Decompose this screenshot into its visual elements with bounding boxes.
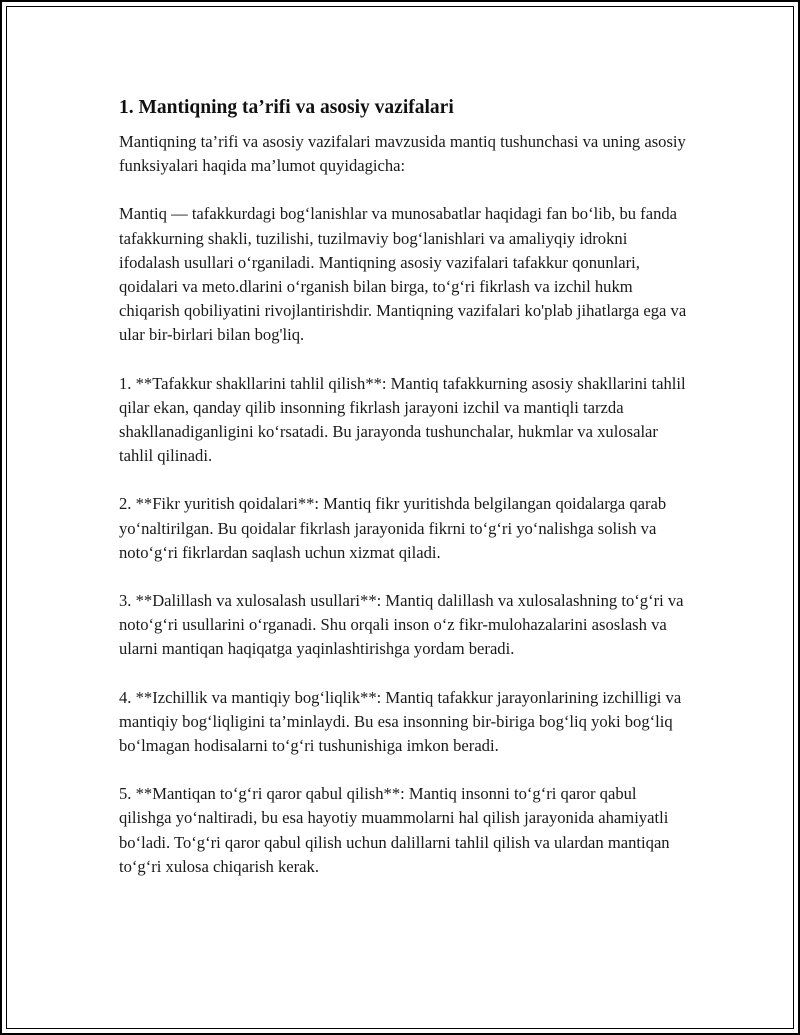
list-item-3: 3. **Dalillash va xulosalash usullari**: Mantiq dalillash va xulosalashning to‘g‘ri va noto‘g‘ri usullarini o‘rganadi. Shu orqali inson o‘z fikr-mulohazalarini asoslash va ularni mantiqan haqiqatga yaqinlashtirishga yordam beradi. [119, 591, 684, 659]
definition-paragraph: Mantiq — tafakkurdagi bog‘lanishlar va munosabatlar haqidagi fan bo‘lib, bu fanda tafakkurning shakli, tuzilishi, tuzilmaviy bog‘lanishlari va amaliyqiy idrokni ifodalash usullari o‘rganiladi. Mantiqning asosiy vazifalari tafakkur qonunlari, qoidalari va meto.dlarini o‘rganish bilan birga, to‘g‘ri fikrlash va izchil hukm chiqarish qobiliyatini rivojlantirishdir. Mantiqning vazifalari ko'plab jihatlarga ega va ular bir-birlari bilan bog'liq. [119, 204, 687, 345]
list-item-1: 1. **Tafakkur shakllarini tahlil qilish**: Mantiq tafakkurning asosiy shakllarini tahlil qilar ekan, qanday qilib insonning fikrlash jarayoni izchil va mantiqli tarzda shakllanadiganligini ko‘rsatadi. Bu jarayonda tushunchalar, hukmlar va xulosalar tahlil qilinadi. [119, 373, 686, 466]
intro-paragraph: Mantiqning ta’rifi va asosiy vazifalari mavzusida mantiq tushunchasi va uning asosiy funksiyalari haqida ma’lumot quyidagicha: [119, 132, 686, 176]
list-item-4: 4. **Izchillik va mantiqiy bog‘liqlik**: Mantiq tafakkur jarayonlarining izchilligi va mantiqiy bog‘liqligini ta’minlaydi. Bu esa insonning bir-biriga bog‘liq yoki bog‘liq bo‘lmagan hodisalarni to‘g‘ri tushunishiga imkon beradi. [119, 687, 682, 756]
list-item-5: 5. **Mantiqan to‘g‘ri qaror qabul qilish**: Mantiq insonni to‘g‘ri qaror qabul qilishga yo‘naltiradi, bu esa hayotiy muammolarni hal qilish jarayonida ahamiyatli bo‘ladi. To‘g‘ri qaror qabul qilish uchun dalillarni tahlil qilish va ulardan mantiqan to‘g‘ri xulosa chiqarish kerak. [119, 784, 670, 876]
document-body [119, 94, 689, 879]
list-item-2: 2. **Fikr yuritish qoidalari**: Mantiq fikr yuritishda belgilangan qoidalarga qarab yo‘naltirilgan. Bu qoidalar fikrlash jarayonida fikrni to‘g‘ri yo‘nalishga solish va noto‘g‘ri fikrlardan saqlash uchun xizmat qiladi. [119, 494, 667, 562]
section-heading: 1. Mantiqning ta’rifi va asosiy vazifalari [119, 97, 454, 118]
